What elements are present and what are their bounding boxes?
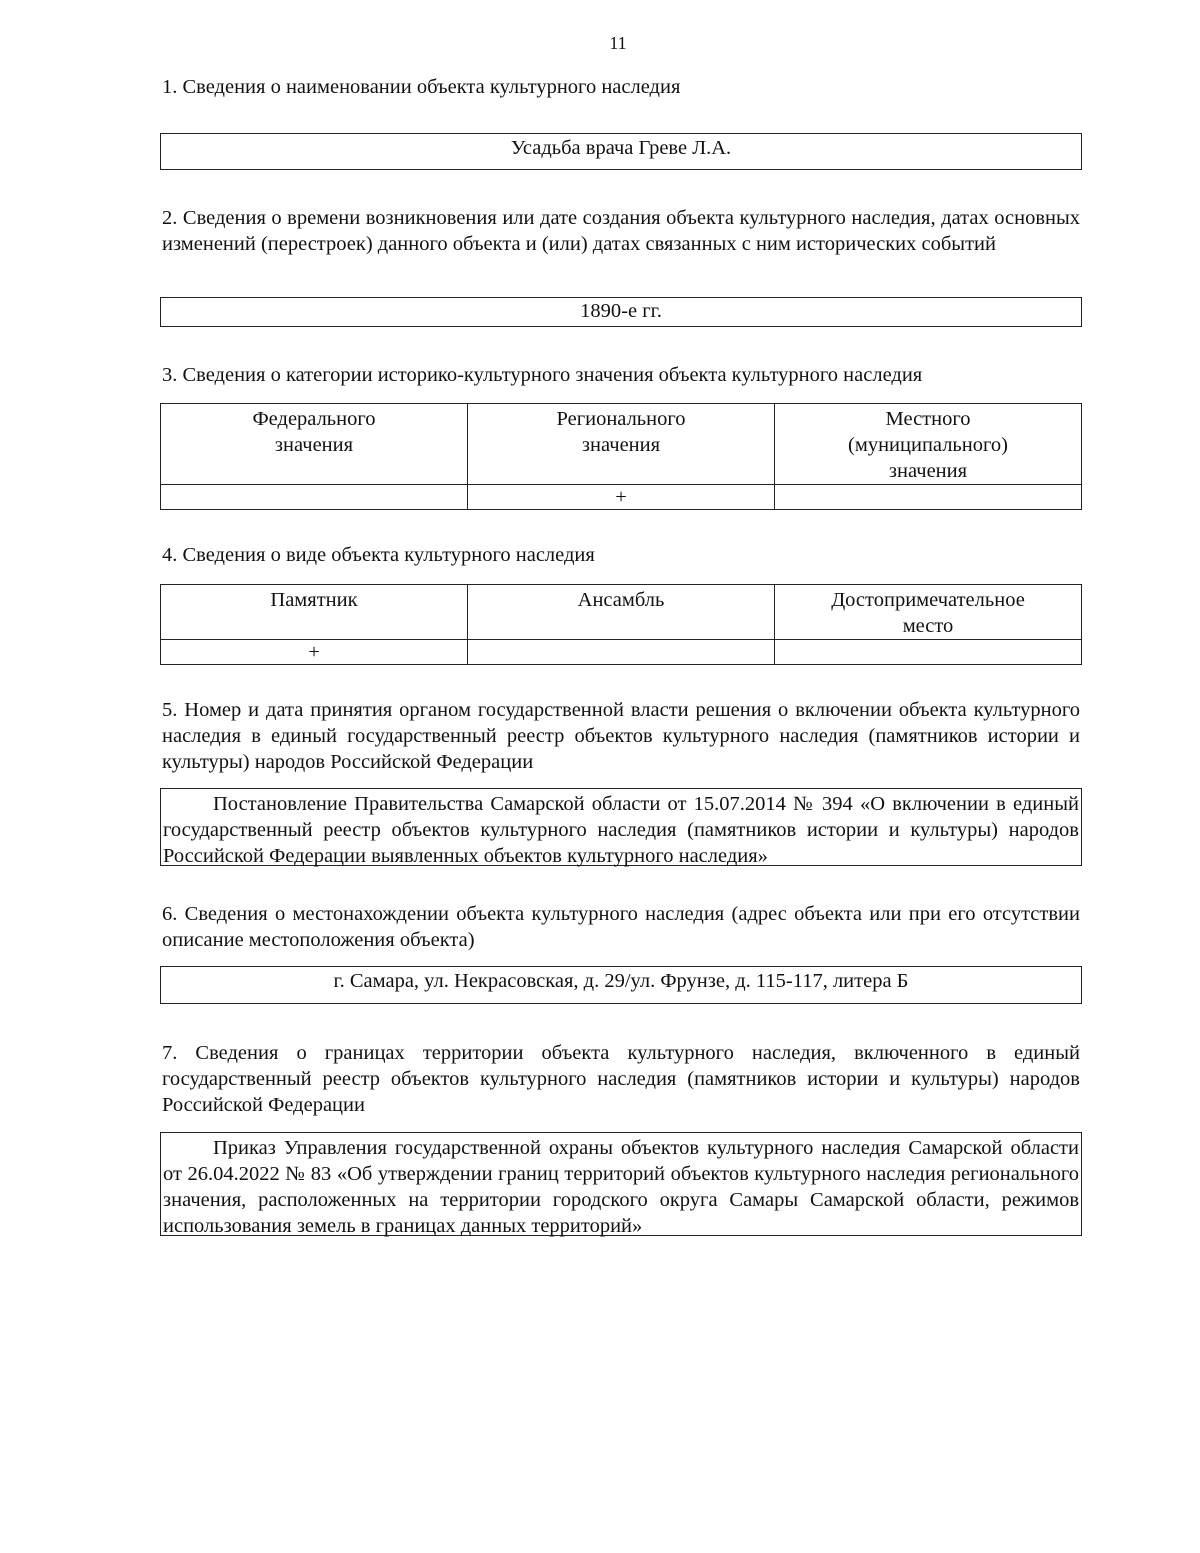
- territory-order-box: Приказ Управления государственной охраны объектов культурного наследия Самарской области от 26.04.2022 № 83 «Об утверждении границ территорий объектов культурного наследия регионального значения, расположенных на территории городского округа Самары Самарской области, режимов использования земель в границах данных территорий»: [160, 1132, 1082, 1236]
- column-header-regional: Регионального значения: [468, 404, 775, 485]
- page-number: 11: [609, 33, 627, 53]
- column-header-monument: Памятник: [161, 585, 468, 640]
- section-7-heading: 7. Сведения о границах территории объекта культурного наследия, включенного в единый государственный реестр объектов культурного наследия (памятников истории и культуры) народов Российской Федерации: [162, 1042, 1080, 1116]
- mark-cell-regional: +: [468, 485, 775, 510]
- section-1-heading: 1. Сведения о наименовании объекта культурного наследия: [162, 76, 681, 98]
- section-4-heading: 4. Сведения о виде объекта культурного наследия: [162, 544, 595, 566]
- mark-cell-local: [775, 485, 1082, 510]
- column-header-ensemble: Ансамбль: [468, 585, 775, 640]
- section-6-heading: 6. Сведения о местонахождении объекта культурного наследия (адрес объекта или при его отсутствии описание местоположения объекта): [162, 903, 1080, 951]
- column-header-federal: Федерального значения: [161, 404, 468, 485]
- object-name-box: Усадьба врача Греве Л.А.: [160, 133, 1082, 170]
- column-header-landmark: Достопримечательное место: [775, 585, 1082, 640]
- significance-category-table: [160, 403, 1082, 510]
- mark-cell-monument: +: [161, 640, 468, 665]
- address-box: г. Самара, ул. Некрасовская, д. 29/ул. Фрунзе, д. 115-117, литера Б: [160, 966, 1082, 1004]
- mark-cell-landmark: [775, 640, 1082, 665]
- section-2-heading: 2. Сведения о времени возникновения или дате создания объекта культурного наследия, датах основных изменений (перестроек) данного объекта и (или) датах связанных с ним исторических событий: [162, 207, 1080, 255]
- creation-date-box: 1890-е гг.: [160, 297, 1082, 327]
- registry-decree-box: Постановление Правительства Самарской области от 15.07.2014 № 394 «О включении в единый государственный реестр объектов культурного наследия (памятников истории и культуры) народов Российской Федерации выявленных объектов культурного наследия»: [160, 788, 1082, 866]
- section-5-heading: 5. Номер и дата принятия органом государственной власти решения о включении объекта культурного наследия в единый государственный реестр объектов культурного наследия (памятников истории и культуры) народов Российской Федерации: [162, 699, 1080, 773]
- column-header-local: Местного (муниципального) значения: [775, 404, 1082, 485]
- mark-cell-federal: [161, 485, 468, 510]
- mark-cell-ensemble: [468, 640, 775, 665]
- section-3-heading: 3. Сведения о категории историко-культурного значения объекта культурного наследия: [162, 364, 923, 386]
- object-type-table: [160, 584, 1082, 665]
